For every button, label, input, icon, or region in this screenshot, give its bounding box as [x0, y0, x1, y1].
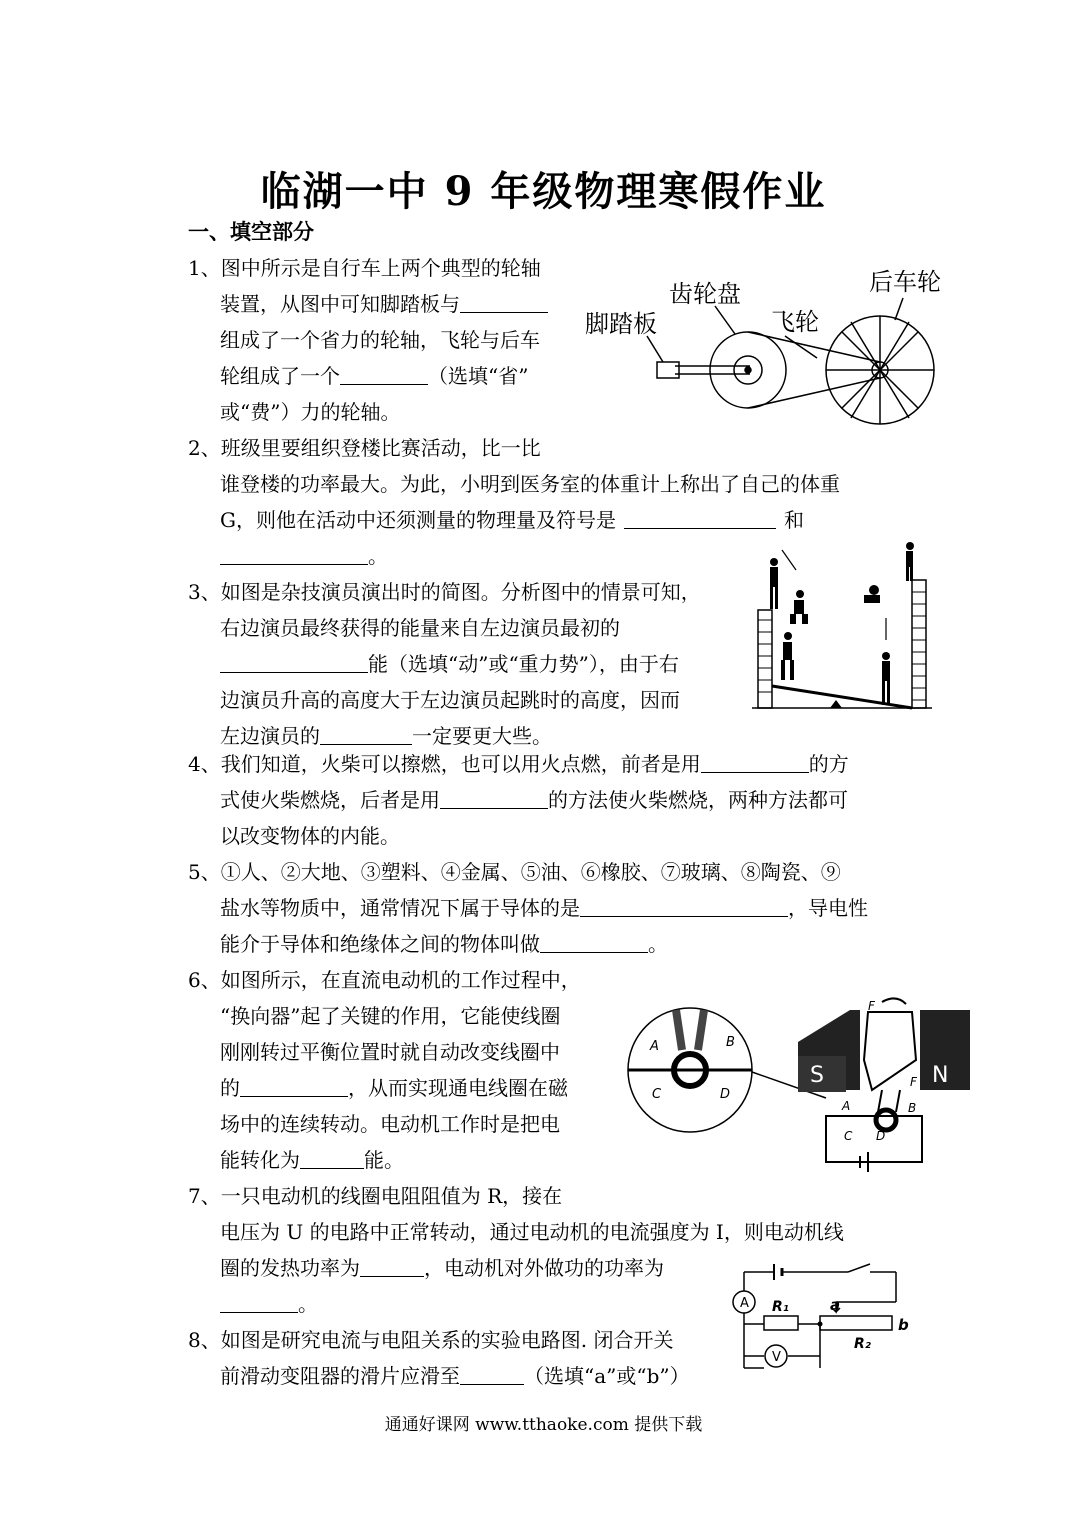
- q5-text: ，导电性: [788, 896, 868, 920]
- q6-text: 能。: [364, 1148, 404, 1172]
- q7-line3: [220, 1250, 664, 1286]
- q1-line5: 或“费”）力的轮轴。: [220, 400, 401, 424]
- ammeter-label: A: [740, 1296, 749, 1311]
- q4-line1: [188, 746, 849, 782]
- q7-line2: 电压为 U 的电路中正常转动，通过电动机的电流强度为 I，则电动机线: [220, 1220, 844, 1244]
- q7-blank2[interactable]: [220, 1290, 298, 1313]
- bicycle-figure: [585, 262, 955, 432]
- q5-blank1[interactable]: [580, 894, 788, 917]
- brush-label-a: A: [842, 1099, 851, 1113]
- q2-line4: [220, 538, 388, 574]
- q4-text: 4、我们知道，火柴可以擦燃，也可以用火点燃，前者是用: [188, 752, 701, 776]
- q4-text: 的方法使火柴燃烧，两种方法都可: [548, 788, 848, 812]
- motor-figure: [620, 990, 975, 1175]
- label-flywheel: 飞轮: [771, 308, 819, 336]
- q5-text: 能介于导体和绝缘体之间的物体叫做: [220, 932, 540, 956]
- q6-line3: 刚刚转过平衡位置时就自动改变线圈中: [220, 1040, 560, 1064]
- q6-text: 的: [220, 1076, 240, 1100]
- seesaw-board: [772, 686, 912, 708]
- q1-blank1[interactable]: [460, 290, 548, 313]
- brush-label-c: C: [844, 1129, 853, 1143]
- rheostat-r2: [820, 1316, 892, 1330]
- q3-line4: 边演员升高的高度大于左边演员起跳时的高度，因而: [220, 688, 680, 712]
- q2-text: 。: [368, 544, 388, 568]
- q4-text: 的方: [808, 752, 849, 776]
- q5-line2: [220, 890, 868, 926]
- q5-text: 盐水等物质中，通常情况下属于导体的是: [220, 896, 580, 920]
- label-s: S: [810, 1063, 824, 1088]
- q7-line1: 7、一只电动机的线圈电阻阻值为 R，接在: [188, 1184, 563, 1208]
- q6-blank1[interactable]: [240, 1074, 348, 1097]
- q4-line2: [220, 782, 848, 818]
- zoom-label-b: B: [726, 1035, 735, 1050]
- brush-label-d: D: [876, 1129, 886, 1143]
- q3-text: 一定要更大些。: [412, 724, 552, 748]
- q8-line1: 8、如图是研究电流与电阻关系的实验电路图. 闭合开关: [188, 1328, 674, 1352]
- q4-blank1[interactable]: [701, 750, 809, 773]
- acrobats: [770, 542, 914, 705]
- q3-text: 左边演员的: [220, 724, 320, 748]
- left-tower: [758, 610, 772, 708]
- force-label-top: F: [868, 999, 875, 1013]
- q6-line6: [220, 1142, 404, 1178]
- q8-text: 前滑动变阻器的滑片应滑至: [220, 1364, 460, 1388]
- q4-text: 式使火柴燃烧，后者是用: [220, 788, 440, 812]
- q5-line3: [220, 926, 668, 962]
- q8-blank1[interactable]: [460, 1362, 524, 1385]
- q1-text: 装置，从图中可知脚踏板与: [220, 292, 460, 316]
- q3-line1: 3、如图是杂技演员演出时的简图。分析图中的情景可知，: [188, 580, 701, 604]
- section-heading: 一、填空部分: [188, 219, 314, 244]
- force-label-bottom: F: [910, 1075, 917, 1089]
- terminal-a-label: a: [830, 1296, 841, 1314]
- resistor-r1: [764, 1316, 798, 1330]
- q7-text: 。: [298, 1292, 318, 1316]
- q2-blank2[interactable]: [220, 542, 368, 565]
- q8-text: （选填“a”或“b”）: [524, 1364, 690, 1388]
- footer: 通通好课网 www.tthaoke.com 提供下载: [384, 1415, 703, 1435]
- label-chainring: 齿轮盘: [669, 280, 741, 308]
- q3-line3: [220, 646, 679, 682]
- q1-line1: 1、图中所示是自行车上两个典型的轮轴: [188, 256, 541, 280]
- q5-line1: 5、①人、②大地、③塑料、④金属、⑤油、⑥橡胶、⑦玻璃、⑧陶瓷、⑨: [188, 860, 841, 884]
- q5-text: 。: [648, 932, 668, 956]
- page-title: 临湖一中 9 年级物理寒假作业: [260, 168, 827, 215]
- voltmeter-label: V: [772, 1350, 781, 1365]
- r2-label: R₂: [854, 1336, 871, 1352]
- q1-blank2[interactable]: [340, 362, 428, 385]
- label-pedal: 脚踏板: [585, 310, 657, 338]
- q2-text: 和: [783, 508, 804, 532]
- right-tower: [912, 580, 926, 708]
- label-n: N: [932, 1063, 949, 1088]
- zoom-label-d: D: [720, 1087, 731, 1102]
- q6-text: 能转化为: [220, 1148, 300, 1172]
- q5-blank2[interactable]: [540, 930, 648, 953]
- label-rear-wheel: 后车轮: [869, 268, 941, 296]
- q4-blank2[interactable]: [440, 786, 548, 809]
- q6-line1: 6、如图所示，在直流电动机的工作过程中，: [188, 968, 581, 992]
- q6-line2: “换向器”起了关键的作用，它能使线圈: [220, 1004, 561, 1028]
- q2-line2: 谁登楼的功率最大。为此，小明到医务室的体重计上称出了自己的体重: [220, 472, 840, 496]
- seesaw-pivot: [830, 700, 842, 708]
- q7-line4: [220, 1286, 318, 1322]
- q2-line3: [220, 502, 804, 538]
- q4-line3: 以改变物体的内能。: [220, 824, 400, 848]
- q1-line2: [220, 286, 548, 322]
- q2-blank1[interactable]: [624, 506, 776, 529]
- zoom-label-a: A: [650, 1039, 659, 1054]
- q2-line1: 2、班级里要组织登楼比赛活动，比一比: [188, 436, 541, 460]
- q3-blank2[interactable]: [320, 722, 412, 745]
- circuit-figure: [730, 1258, 930, 1388]
- q1-line3: 组成了一个省力的轮轴，飞轮与后车: [220, 328, 540, 352]
- zoom-label-c: C: [652, 1087, 662, 1102]
- q3-blank1[interactable]: [220, 650, 368, 673]
- q2-text: G，则他在活动中还须测量的物理量及符号是: [220, 508, 616, 532]
- r1-label: R₁: [772, 1299, 789, 1315]
- acrobat-figure: [752, 540, 932, 712]
- q6-text: ，从而实现通电线圈在磁: [348, 1076, 568, 1100]
- q6-blank2[interactable]: [300, 1146, 364, 1169]
- terminal-b-label: b: [898, 1316, 909, 1334]
- q6-line4: [220, 1070, 568, 1106]
- q6-line5: 场中的连续转动。电动机工作时是把电: [220, 1112, 560, 1136]
- q3-text: 能（选填“动”或“重力势”），由于右: [368, 652, 679, 676]
- q7-blank1[interactable]: [360, 1254, 424, 1277]
- q8-line2: [220, 1358, 690, 1394]
- q7-text: ，电动机对外做功的功率为: [424, 1256, 664, 1280]
- brush-label-b: B: [908, 1101, 917, 1115]
- q1-text: （选填“省”: [428, 364, 529, 388]
- q1-text: 轮组成了一个: [220, 364, 340, 388]
- q7-text: 圈的发热功率为: [220, 1256, 360, 1280]
- q1-line4: [220, 358, 528, 394]
- q3-line2: 右边演员最终获得的能量来自左边演员最初的: [220, 616, 620, 640]
